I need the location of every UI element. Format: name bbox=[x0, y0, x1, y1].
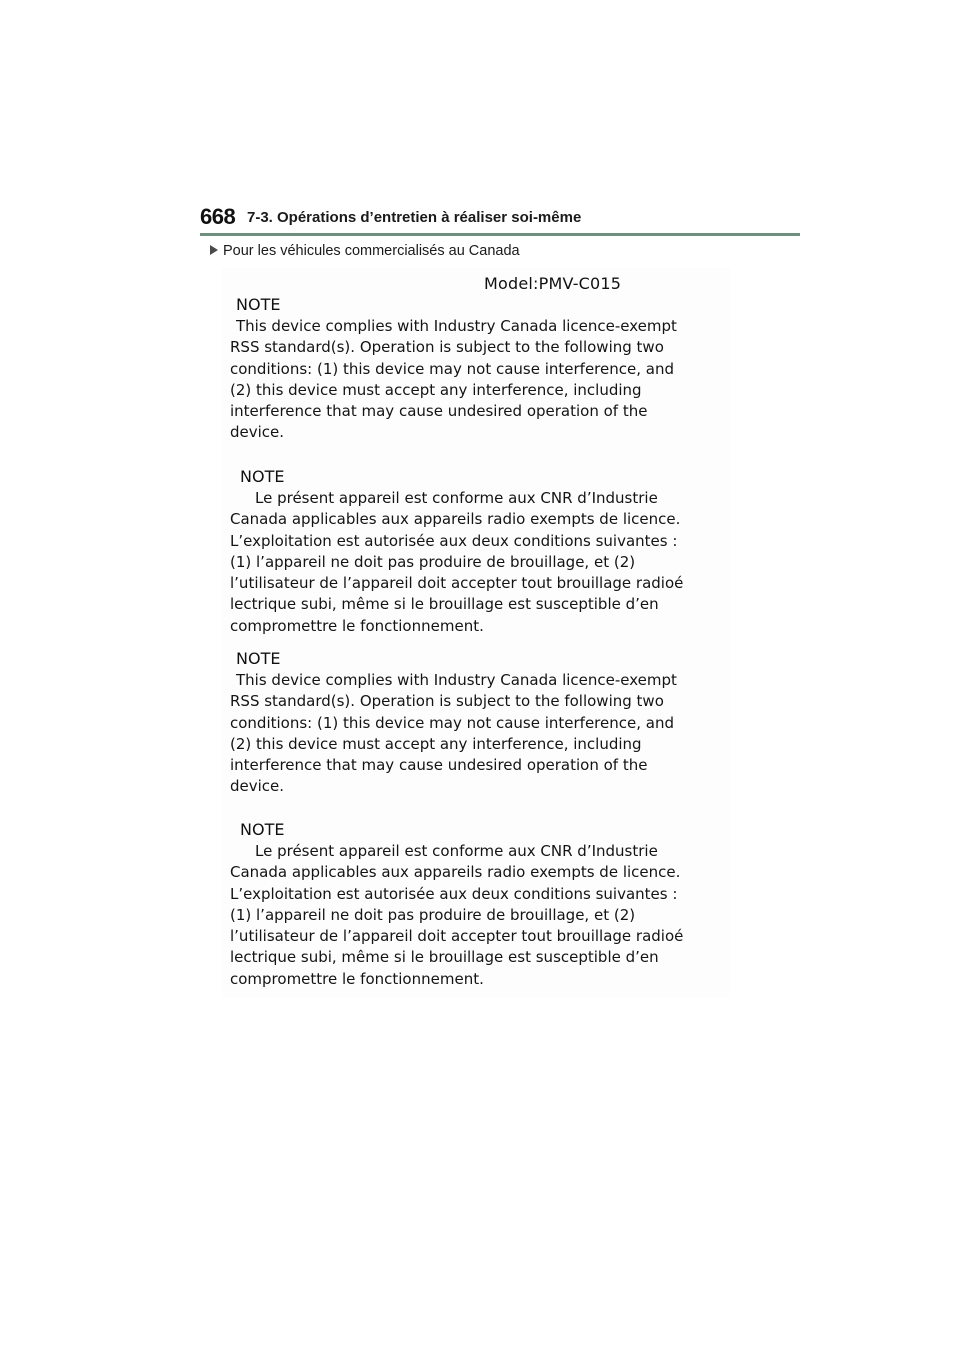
subheading bbox=[210, 243, 520, 259]
note-line: lectrique subi, même si le brouillage est susceptible d’en bbox=[230, 948, 659, 967]
note-line: conditions: (1) this device may not cause interference, and bbox=[230, 713, 674, 732]
note-line: Canada applicables aux appareils radio exempts de licence. bbox=[230, 863, 681, 882]
note-line: (2) this device must accept any interference, including bbox=[230, 380, 642, 399]
note-line: This device complies with Industry Canada licence-exempt bbox=[236, 671, 677, 689]
note-line: interference that may cause undesired operation of the bbox=[230, 756, 648, 775]
note-line: lectrique subi, même si le brouillage est susceptible d’en bbox=[230, 595, 659, 614]
header-divider bbox=[200, 233, 800, 236]
note-line: conditions: (1) this device may not cause interference, and bbox=[230, 359, 674, 378]
bullet-triangle-icon bbox=[210, 245, 218, 255]
note-line: Le présent appareil est conforme aux CNR d’Industrie bbox=[255, 842, 658, 860]
note-french-1 bbox=[230, 466, 730, 637]
note-french-2 bbox=[230, 819, 730, 990]
note-english-1 bbox=[230, 294, 730, 444]
note-line: Canada applicables aux appareils radio exempts de licence. bbox=[230, 510, 681, 529]
note-line: device. bbox=[230, 777, 285, 796]
note-line: RSS standard(s). Operation is subject to the following two bbox=[230, 692, 664, 711]
note-heading: NOTE bbox=[240, 820, 285, 839]
note-line: (1) l’appareil ne doit pas produire de brouillage, et (2) bbox=[230, 552, 636, 571]
note-line: compromettre le fonctionnement. bbox=[230, 969, 484, 988]
page-header bbox=[200, 200, 800, 236]
note-heading: NOTE bbox=[236, 295, 281, 314]
note-line: device. bbox=[230, 423, 285, 442]
note-heading: NOTE bbox=[240, 467, 285, 486]
regulatory-label bbox=[222, 268, 730, 998]
note-english-2 bbox=[230, 648, 730, 798]
note-line: l’utilisateur de l’appareil doit accepter tout brouillage radioé bbox=[230, 574, 684, 593]
note-line: This device complies with Industry Canada licence-exempt bbox=[236, 317, 677, 335]
note-line: interference that may cause undesired operation of the bbox=[230, 402, 648, 421]
note-line: Le présent appareil est conforme aux CNR d’Industrie bbox=[255, 489, 658, 507]
note-line: L’exploitation est autorisée aux deux conditions suivantes : bbox=[230, 531, 678, 550]
note-line: RSS standard(s). Operation is subject to the following two bbox=[230, 338, 664, 357]
note-line: L’exploitation est autorisée aux deux conditions suivantes : bbox=[230, 884, 678, 903]
subheading-text: Pour les véhicules commercialisés au Canada bbox=[223, 243, 520, 259]
note-line: compromettre le fonctionnement. bbox=[230, 616, 484, 635]
model-number: Model:PMV-C015 bbox=[484, 274, 622, 293]
note-line: (2) this device must accept any interference, including bbox=[230, 734, 642, 753]
note-line: l’utilisateur de l’appareil doit accepter tout brouillage radioé bbox=[230, 927, 684, 946]
section-title: 7-3. Opérations d’entretien à réaliser soi-même bbox=[247, 209, 582, 226]
note-heading: NOTE bbox=[236, 649, 281, 668]
note-line: (1) l’appareil ne doit pas produire de brouillage, et (2) bbox=[230, 905, 636, 924]
page-number: 668 bbox=[200, 204, 236, 229]
